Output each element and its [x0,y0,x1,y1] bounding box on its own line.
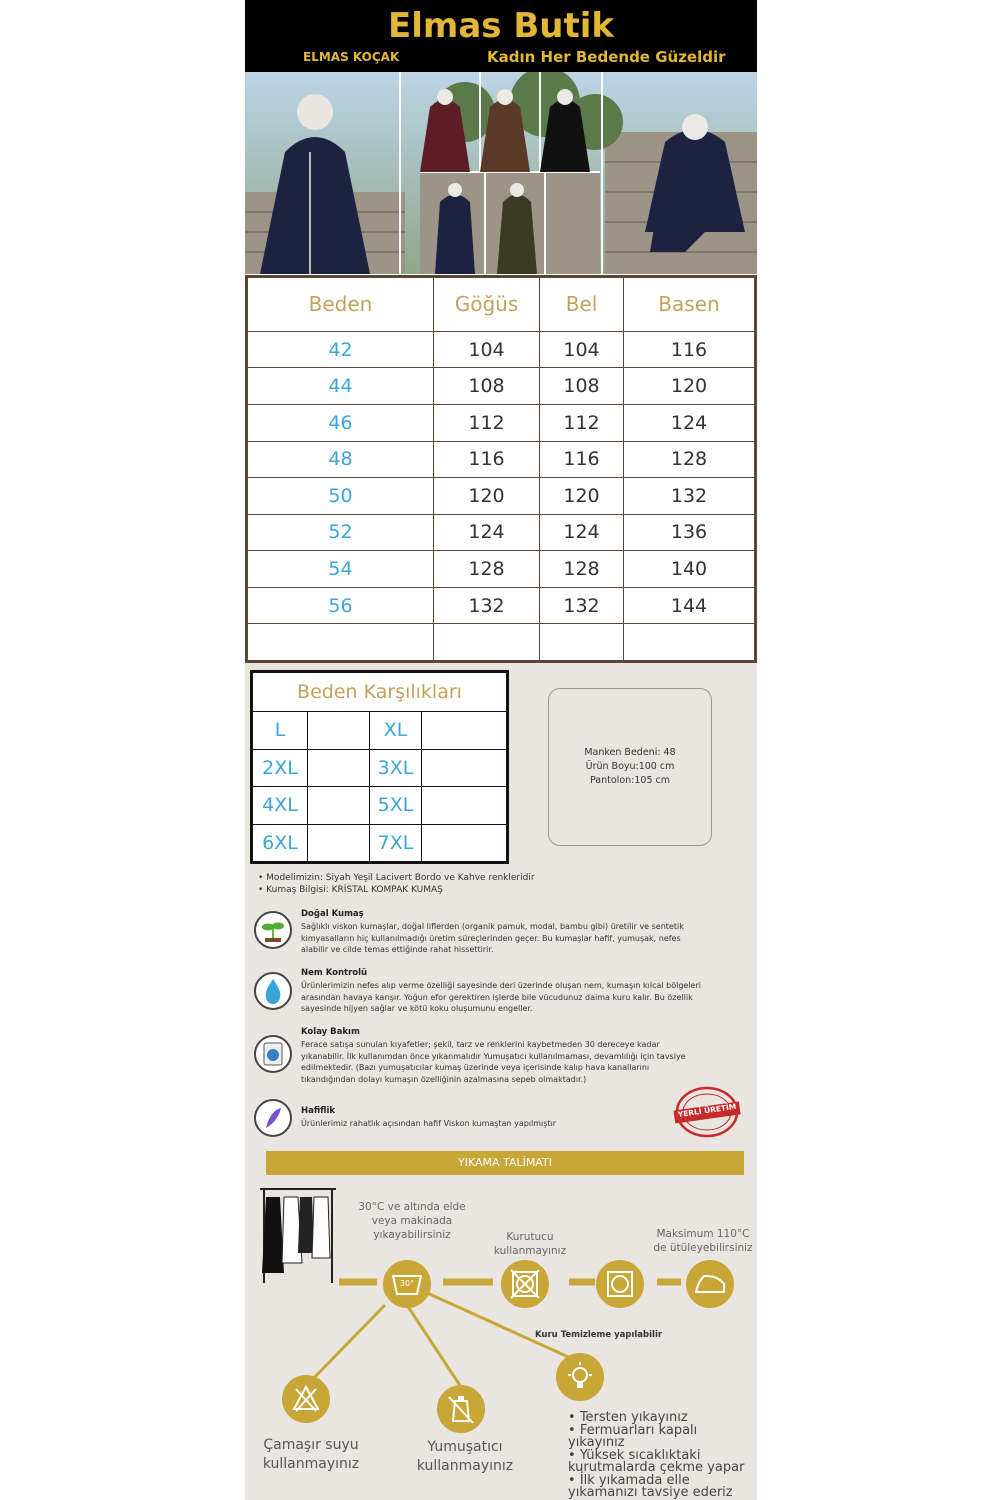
washing-machine-icon-svg [256,1037,290,1071]
empty-cell [308,749,370,787]
size-conversion-table [250,670,509,864]
empty-cell [624,624,755,661]
water-drop-icon [254,972,292,1010]
feather-icon-svg [256,1101,290,1135]
waist-cell: 128 [540,551,624,588]
waist-cell: 132 [540,587,624,624]
table-row [248,587,755,624]
feather-icon [254,1099,292,1137]
empty-cell [308,712,370,750]
tip-text: İlk yıkamada elle yıkamanızı tavsiye ederiz [568,1472,733,1500]
size-cell: 44 [248,368,434,405]
iron-label: Maksimum 110°C de ütüleyebilirsiniz [653,1228,753,1254]
wash-30-icon [383,1260,431,1308]
chest-cell: 120 [434,478,540,515]
table-row [253,787,507,825]
feature-title: Kolay Bakım [301,1027,360,1037]
empty-cell [422,749,507,787]
chest-cell: 104 [434,331,540,368]
tip-text: Yüksek sıcaklıktaki kurutmalarda çekme yapar [568,1447,745,1475]
washing-title: YIKAMA TALİMATI [458,1156,552,1169]
header-gogus: Göğüs [434,278,540,332]
size-label: XL [370,712,422,750]
table-row [248,478,755,515]
washing-machine-icon [254,1035,292,1073]
dryer-label: Kurutucu kullanmayınız [493,1231,567,1257]
shop-title: Elmas Butik [388,6,614,46]
water-drop-icon-svg [256,974,290,1008]
washing-title-bar [266,1151,744,1175]
hip-cell: 136 [624,514,755,551]
header-beden: Beden [248,278,434,332]
no-tumble-dry-icon [501,1260,549,1308]
brand-name: ELMAS KOÇAK [303,50,400,64]
size-label: 6XL [253,824,308,862]
bullet-text: Kumaş Bilgisi: KRİSTAL KOMPAK KUMAŞ [266,885,443,895]
chest-cell: 112 [434,404,540,441]
list-item: • İlk yıkamada elle yıkamanızı tavsiye ederiz [568,1472,733,1500]
feature-text: Sağlıklı viskon kumaşlar, doğal liflerden (organik pamuk, modal, bambu gibi) üretilir ve sentetik kimyasalların hiç kullanılmadığı üretim süreçlerinden geçer. Bu kumaşlar hafif, yumuşak, nefes alabilir ve cilde temas ettiğinde rahat hissettirir. [301,922,684,954]
empty-cell [422,824,507,862]
size-cell: 42 [248,331,434,368]
list-item: • Yüksek sıcaklıktaki kurutmalarda çekme yapar [568,1447,745,1475]
tip-text: Fermuarları kapalı yıkayınız [568,1422,698,1450]
dry-svg [598,1262,642,1306]
size-cell: 52 [248,514,434,551]
table-row [248,551,755,588]
size-cell: 46 [248,404,434,441]
size-cell: 56 [248,587,434,624]
mannequin-info-box [548,688,712,846]
feature-title: Hafiflik [301,1106,336,1116]
hip-cell: 116 [624,331,755,368]
photo-collage-image [245,72,757,274]
conversion-title: Beden Karşılıkları [253,673,507,712]
list-item: • Modelimizin: Siyah Yeşil Lacivert Bordo ve Kahve renkleridir [258,873,535,883]
chest-cell: 108 [434,368,540,405]
stamp-text: YERLİ ÜRETİM [677,1101,737,1120]
made-in-turkey-stamp [672,1086,742,1138]
empty-cell [540,624,624,661]
waist-cell: 116 [540,441,624,478]
empty-cell [248,624,434,661]
plant-icon [254,911,292,949]
dryclean-label: Kuru Temizleme yapılabilir [535,1330,663,1340]
empty-cell [434,624,540,661]
chest-cell: 124 [434,514,540,551]
no-softener-icon [437,1385,485,1433]
size-label: 5XL [370,787,422,825]
feature-text: Ferace satışa sunulan kıyafetler; şekil, tarz ve renklerini kaybetmeden 30 dereceye kadar yıkanabilir. İlk kullanımdan önce yıkanmalıdır Yumuşatıcı kullanılmaması, devamlılığı için tavsiye edilmektedir. (Bazı yumuşatıcılar kumaş üzerinde veya içerisinde kalıp hava kanallarını tıkandığından dolayı kumaşın özelliğinin azalmasına sepeb olmaktadır.) [301,1040,686,1084]
mannequin-size: Manken Bedeni: 48 [584,747,676,758]
size-label: 3XL [370,749,422,787]
size-label: L [253,712,308,750]
table-row [248,514,755,551]
bleach-label: Çamaşır suyu kullanmayınız [262,1437,360,1472]
product-length: Ürün Boyu:100 cm [585,761,675,772]
wash-temp-label: 30°C ve altında elde veya makinada yıkayabilirsiniz [358,1201,466,1241]
dry-clean-svg [558,1355,602,1399]
wash-temp-text: 30° [399,1279,415,1288]
size-chart-header-row [248,278,755,332]
size-label: 4XL [253,787,308,825]
header-basen: Basen [624,278,755,332]
hip-cell: 128 [624,441,755,478]
size-chart-table [247,277,755,661]
size-cell: 50 [248,478,434,515]
hip-cell: 120 [624,368,755,405]
size-cell: 48 [248,441,434,478]
list-item: • Kumaş Bilgisi: KRİSTAL KOMPAK KUMAŞ [258,885,443,895]
chest-cell: 128 [434,551,540,588]
slogan: Kadın Her Bedende Güzeldir [487,48,726,66]
hip-cell: 140 [624,551,755,588]
empty-cell [308,824,370,862]
feature-title: Doğal Kumaş [301,909,364,919]
header-banner [245,0,757,72]
waist-cell: 112 [540,404,624,441]
iron-svg [688,1262,732,1306]
conversion-grid [252,672,507,862]
hip-cell: 144 [624,587,755,624]
chest-cell: 116 [434,441,540,478]
table-row [248,404,755,441]
softener-label: Yumuşatıcı kullanmayınız [416,1439,514,1474]
size-label: 7XL [370,824,422,862]
table-row [253,712,507,750]
feature-text: Ürünlerimiz rahatlık açısından hafif Viskon kumaştan yapılmıştır [301,1119,557,1128]
tip-text: Tersten yıkayınız [579,1410,688,1425]
table-row [248,331,755,368]
table-row [248,441,755,478]
waist-cell: 104 [540,331,624,368]
product-photo-collage [245,72,757,274]
table-row-empty [248,624,755,661]
list-item: • Tersten yıkayınız [568,1410,688,1425]
empty-cell [308,787,370,825]
empty-cell [422,787,507,825]
table-row [248,368,755,405]
plant-icon-svg [256,913,290,947]
trouser-length: Pantolon:105 cm [590,775,670,786]
list-item: • Fermuarları kapalı yıkayınız [568,1422,698,1450]
size-chart [245,275,757,663]
header-bel: Bel [540,278,624,332]
dry-icon [596,1260,644,1308]
waist-cell: 124 [540,514,624,551]
iron-icon [686,1260,734,1308]
feature-title: Nem Kontrolü [301,968,368,978]
size-cell: 54 [248,551,434,588]
hip-cell: 124 [624,404,755,441]
empty-cell [422,712,507,750]
waist-cell: 108 [540,368,624,405]
waist-cell: 120 [540,478,624,515]
chest-cell: 132 [434,587,540,624]
dry-clean-icon [556,1353,604,1401]
no-bleach-icon [282,1375,330,1423]
size-label: 2XL [253,749,308,787]
care-tips [546,1412,756,1500]
hip-cell: 132 [624,478,755,515]
bullet-text: Modelimizin: Siyah Yeşil Lacivert Bordo ve Kahve renkleridir [266,873,535,883]
no-bleach-svg [284,1377,328,1421]
no-tumble-dry-svg [503,1262,547,1306]
product-bullets [258,872,535,896]
no-softener-svg [439,1387,483,1431]
feature-text: Ürünlerimizin nefes alıp verme özelliği sayesinde deri üzerinde oluşan nem, kumaşın kılcal bölgeleri arasından havaya karışır. Yoğun efor gerektiren işlerde bile vücudunuz daima kuru kalır. Bu özellik sayesinde hijyen sağlar ve kötü koku oluşumunu engeller. [301,981,701,1013]
table-row [253,824,507,862]
table-row [253,749,507,787]
